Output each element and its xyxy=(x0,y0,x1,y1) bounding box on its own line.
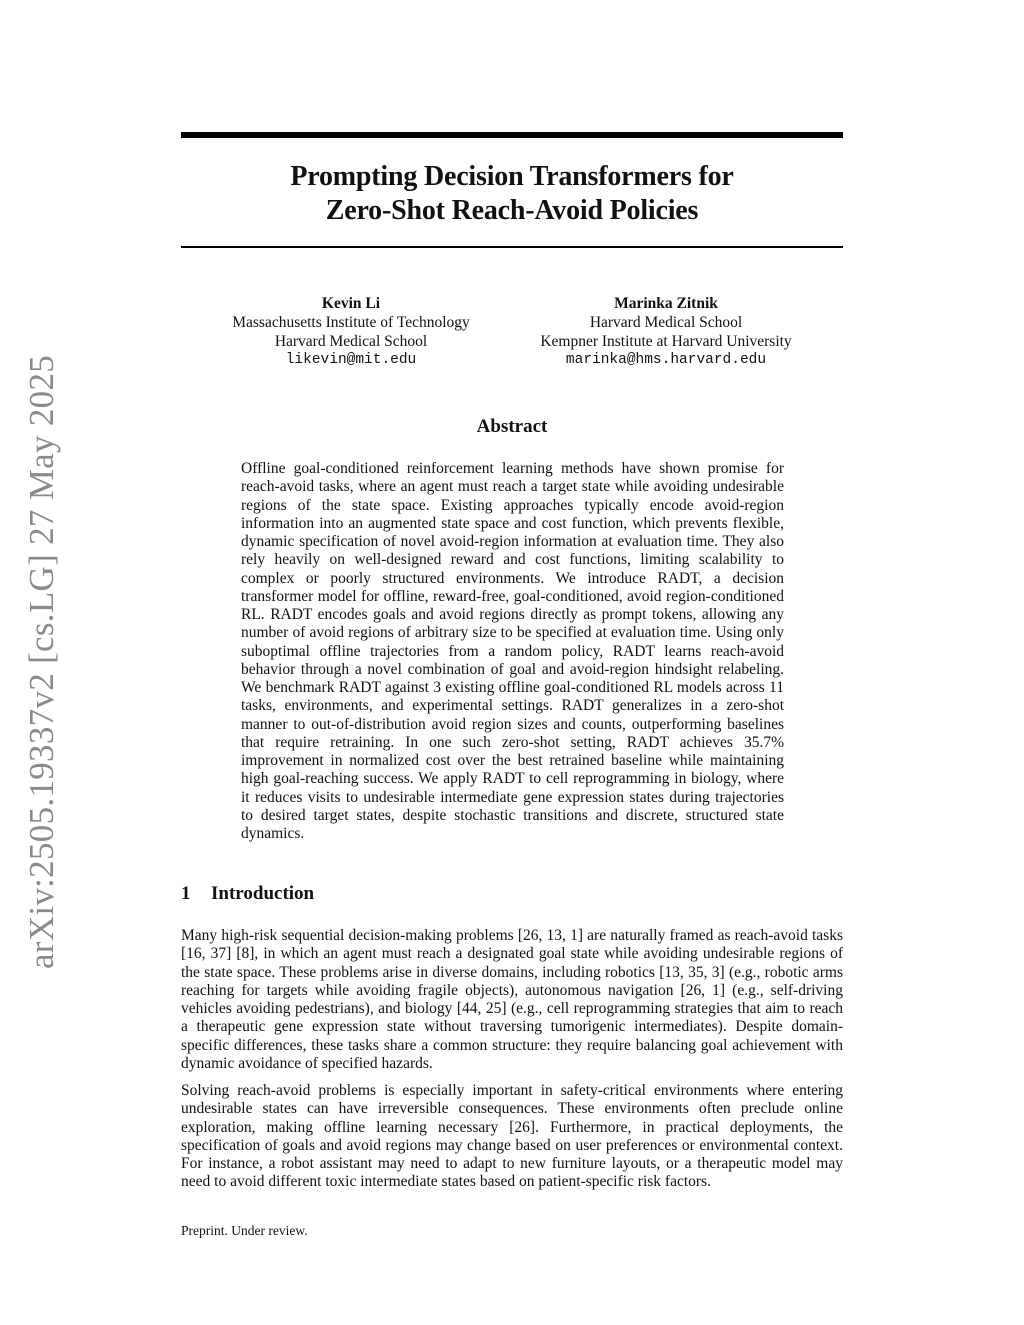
section-title: Introduction xyxy=(211,883,315,904)
author-affiliation: Harvard Medical School xyxy=(589,314,743,331)
paper-title-line-2: Zero-Shot Reach-Avoid Policies xyxy=(325,195,699,226)
section-heading-introduction xyxy=(181,882,314,906)
author-name: Kevin Li xyxy=(321,295,381,312)
author-email[interactable]: marinka@hms.harvard.edu xyxy=(565,352,767,368)
author-affiliation: Kempner Institute at Harvard University xyxy=(540,333,792,350)
author-name: Marinka Zitnik xyxy=(614,295,718,312)
author-email[interactable]: likevin@mit.edu xyxy=(285,352,417,368)
paper-title-line-1: Prompting Decision Transformers for xyxy=(290,161,734,192)
author-block-1 xyxy=(211,294,491,370)
abstract-heading: Abstract xyxy=(476,416,548,437)
author-affiliation: Harvard Medical School xyxy=(274,333,428,350)
footer-note: Preprint. Under review. xyxy=(181,1223,308,1238)
title-bottom-rule xyxy=(181,246,843,248)
abstract-text: Offline goal-conditioned reinforcement learning methods have shown promise for reach-avoid tasks, where an agent must reach a target state while avoiding undesirable regions of the state space. Existing approaches typically encode avoid-region information into an augmented state space and cost function, which prevents flexible, dynamic specification of novel avoid-region information at evaluation time. They also rely heavily on well-designed reward and cost functions, limiting scalability to complex or poorly structured environments. We introduce RADT, a decision transformer model for offline, reward-free, goal-conditioned, avoid region-conditioned RL. RADT encodes goals and avoid regions directly as prompt tokens, allowing any number of avoid regions of arbitrary size to be specified at evaluation time. Using only suboptimal offline trajectories from a random policy, RADT learns reach-avoid behavior through a novel combination of goal and avoid-region hindsight relabeling. We benchmark RADT against 3 existing offline goal-conditioned RL models across 11 tasks, environments, and experimental settings. RADT generalizes in a zero-shot manner to out-of-distribution avoid region sizes and counts, outperforming baselines that require retraining. In one such zero-shot setting, RADT achieves 35.7% improvement in normalized cost over the best retrained baseline while maintaining high goal-reaching success. We apply RADT to cell reprogramming in biology, where it reduces visits to undesirable intermediate gene expression states during trajectories to desired target states, despite stochastic transitions and discrete, structured state dynamics. xyxy=(241,460,784,842)
author-affiliation: Massachusetts Institute of Technology xyxy=(232,314,470,331)
section-number: 1 xyxy=(181,883,191,904)
introduction-paragraph-2: Solving reach-avoid problems is especially important in safety-critical environments where entering undesirable states can have irreversible consequences. These environments often preclude online exploration, making offline learning necessary [26]. Furthermore, in practical deployments, the specification of goals and avoid regions may change based on user preferences or environmental context. For instance, a robot assistant may need to adapt to new furniture layouts, or a therapeutic model may need to avoid different toxic intermediate states based on patient-specific risk factors. xyxy=(181,1082,843,1191)
introduction-paragraph-1: Many high-risk sequential decision-making problems [26, 13, 1] are naturally framed as reach-avoid tasks [16, 37] [8], in which an agent must reach a designated goal state while avoiding undesirable regions of the state space. These problems arise in diverse domains, including robotics [13, 35, 3] (e.g., robotic arms reaching for targets while avoiding fragile objects), autonomous navigation [26, 1] (e.g., self-driving vehicles avoiding pedestrians), and biology [44, 25] (e.g., cell reprogramming strategies that aim to reach a therapeutic gene expression state without traversing tumorigenic intermediates). Despite domain-specific differences, these tasks share a common structure: they require balancing goal achievement with dynamic avoidance of specified hazards. xyxy=(181,927,843,1072)
paper-title xyxy=(181,160,843,228)
title-top-rule xyxy=(181,132,843,138)
author-block-2 xyxy=(521,294,811,370)
arxiv-identifier-stamp: arXiv:2505.19337v2 [cs.LG] 27 May 2025 xyxy=(22,354,61,970)
